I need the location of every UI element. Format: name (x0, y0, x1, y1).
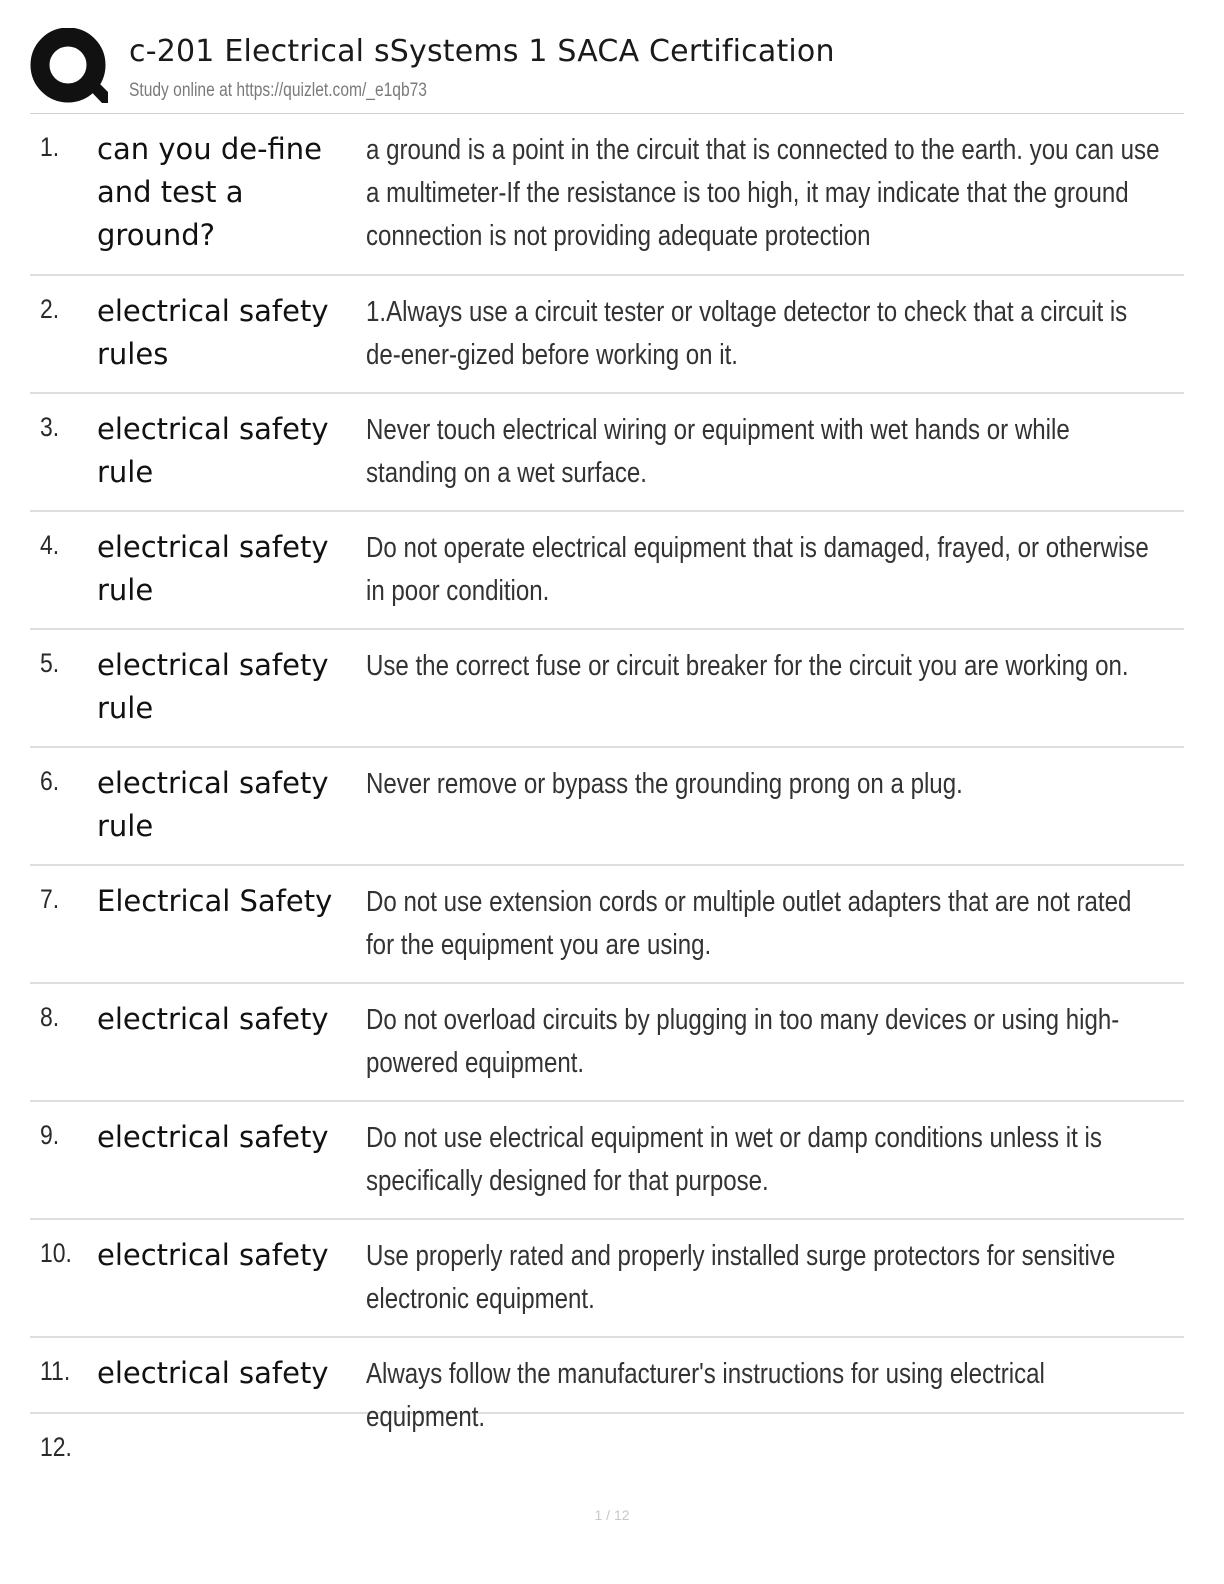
card-number: 12. (40, 1432, 72, 1462)
card-number: 2. (40, 294, 60, 324)
card-number: 4. (40, 530, 60, 560)
page-header (30, 28, 1184, 114)
card-term: electrical safety rule (97, 412, 329, 489)
card-row (30, 1220, 1184, 1338)
card-definition: Do not use electrical equipment in wet or damp conditions unless it is specifically designed for that purpose. (366, 1122, 1102, 1197)
card-row (30, 866, 1184, 984)
card-row (30, 1338, 1184, 1433)
card-definition: Use properly rated and properly installed surge protectors for sensitive electronic equipment. (366, 1240, 1116, 1315)
card-number: 6. (40, 766, 60, 796)
card-term: electrical safety (97, 1120, 329, 1154)
card-term: electrical safety rule (97, 530, 329, 607)
card-row (30, 1414, 1184, 1484)
card-number: 10. (40, 1238, 72, 1268)
card-term: Electrical Safety (97, 884, 333, 918)
card-definition: Use the correct fuse or circuit breaker for the circuit you are working on. (366, 650, 1129, 682)
card-number: 5. (40, 648, 60, 678)
card-definition: Always follow the manufacturer's instructions for using electrical equipment. (366, 1358, 1045, 1433)
card-row (30, 984, 1184, 1102)
card-number: 1. (40, 132, 60, 162)
card-row (30, 1102, 1184, 1220)
card-definition: 1.Always use a circuit tester or voltage detector to check that a circuit is de-ener-gized before working on it. (366, 296, 1128, 371)
study-link-text: Study online at https://quizlet.com/_e1qb73 (129, 80, 427, 101)
card-definition: Never touch electrical wiring or equipment with wet hands or while standing on a wet surface. (366, 414, 1070, 489)
quizlet-q-logo-icon (30, 28, 108, 106)
card-number: 8. (40, 1002, 60, 1032)
card-definition: Never remove or bypass the grounding prong on a plug. (366, 768, 963, 800)
card-row (30, 630, 1184, 748)
card-number: 3. (40, 412, 60, 442)
card-row (30, 748, 1184, 866)
page-title: c-201 Electrical sSystems 1 SACA Certification (129, 34, 835, 69)
card-term: can you de-fine and test a ground? (97, 132, 323, 252)
card-term: electrical safety rule (97, 766, 329, 843)
card-number: 9. (40, 1120, 60, 1150)
card-term: electrical safety rules (97, 294, 329, 371)
card-term: electrical safety (97, 1002, 329, 1036)
card-number: 7. (40, 884, 60, 914)
flashcard-list (30, 114, 1184, 1484)
card-row (30, 512, 1184, 630)
card-definition: Do not overload circuits by plugging in too many devices or using high-powered equipment. (366, 1004, 1120, 1079)
page-number: 1 / 12 (594, 1507, 630, 1523)
card-row (30, 114, 1184, 276)
card-term: electrical safety (97, 1356, 329, 1390)
card-number: 11. (40, 1356, 71, 1386)
card-definition: Do not operate electrical equipment that is damaged, frayed, or otherwise in poor condition. (366, 532, 1149, 607)
card-term: electrical safety (97, 1238, 329, 1272)
card-row (30, 276, 1184, 394)
card-row (30, 394, 1184, 512)
card-term: electrical safety rule (97, 648, 329, 725)
card-definition: a ground is a point in the circuit that is connected to the earth. you can use a multimeter-If the resistance is too high, it may indicate that the ground connection is not providing adequate protection (366, 134, 1160, 252)
card-definition: Do not use extension cords or multiple outlet adapters that are not rated for the equipment you are using. (366, 886, 1132, 961)
